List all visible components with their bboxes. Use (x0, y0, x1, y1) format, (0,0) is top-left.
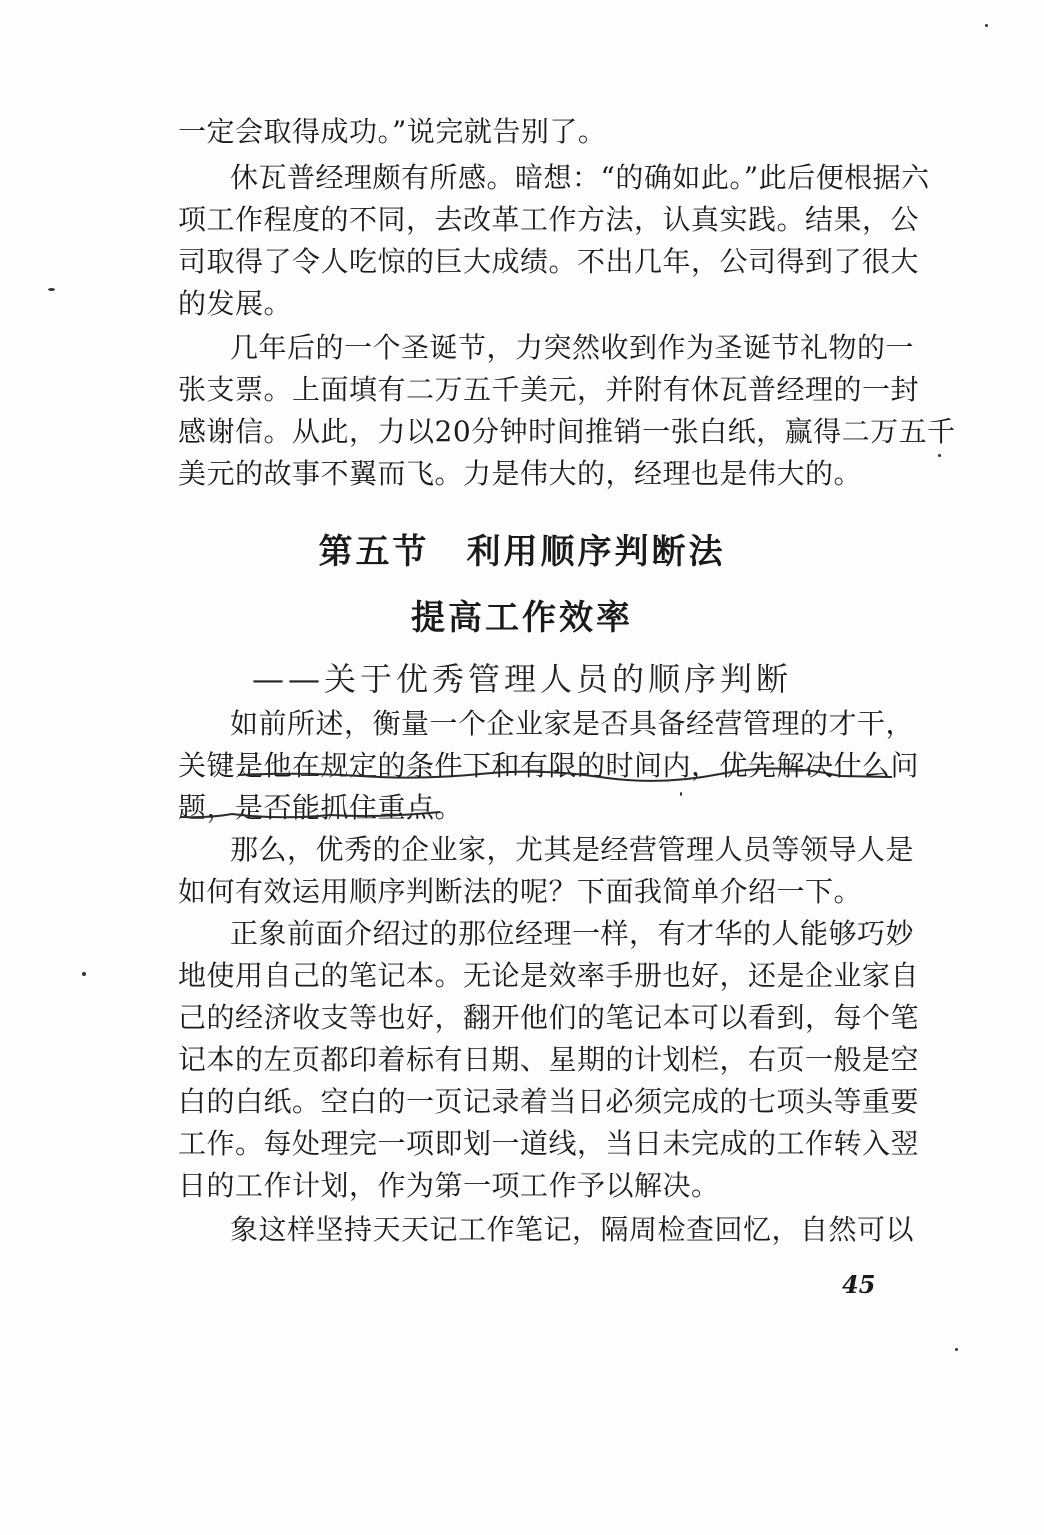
text-line: 正象前面介绍过的那位经理一样，有才华的人能够巧妙 (230, 917, 915, 950)
text-line: 关键是他在规定的条件下和有限的时间内，优先解决什么问 (178, 749, 920, 782)
text-line: 感谢信。从此，力以20分钟时间推销一张白纸，赢得二万五千 (178, 415, 956, 448)
text-line: 那么，优秀的企业家，尤其是经营管理人员等领导人是 (230, 833, 915, 866)
text-line: 几年后的一个圣诞节，力突然收到作为圣诞节礼物的一 (230, 331, 915, 364)
text-line: 记本的左页都印着标有日期、星期的计划栏，右页一般是空 (178, 1043, 920, 1076)
section-subtitle: ——关于优秀管理人员的顺序判断 (251, 660, 792, 698)
text-line: 一定会取得成功。”说完就告别了。 (178, 115, 607, 148)
text-line: 工作。每处理完一项即划一道线，当日未完成的工作转入翌 (178, 1127, 920, 1160)
text-line: 休瓦普经理颇有所感。暗想：“的确如此。”此后便根据六 (230, 161, 930, 194)
scan-speck (680, 792, 682, 796)
text-line: 己的经济收支等也好，翻开他们的笔记本可以看到，每个笔 (178, 1001, 920, 1034)
section-title-line2: 提高工作效率 (411, 598, 633, 638)
text-line: 日的工作计划，作为第一项工作予以解决。 (178, 1169, 720, 1202)
text-line: 美元的故事不翼而飞。力是伟大的，经理也是伟大的。 (178, 457, 863, 490)
text-line: 题，是否能抓住重点。 (178, 791, 464, 824)
scan-speck (82, 972, 86, 976)
page-number: 45 (842, 1270, 876, 1299)
text-line: 项工作程度的不同，去改革工作方法，认真实践。结果，公 (178, 203, 920, 236)
text-line: 如前所述，衡量一个企业家是否具备经营管理的才干， (230, 707, 915, 740)
text-line: 如何有效运用顺序判断法的呢？下面我简单介绍一下。 (178, 875, 863, 908)
scan-speck (955, 1348, 958, 1351)
text-line: 的发展。 (178, 287, 293, 320)
scan-speck (48, 288, 55, 291)
text-line: 司取得了令人吃惊的巨大成绩。不出几年，公司得到了很大 (178, 245, 920, 278)
scan-speck (938, 454, 941, 457)
scan-speck (985, 24, 988, 27)
section-title-line1: 第五节 利用顺序判断法 (318, 532, 726, 572)
text-line: 象这样坚持天天记工作笔记，隔周检查回忆，自然可以 (230, 1213, 915, 1246)
text-line: 白的白纸。空白的一页记录着当日必须完成的七项头等重要 (178, 1085, 920, 1118)
text-line: 张支票。上面填有二万五千美元，并附有休瓦普经理的一封 (178, 373, 920, 406)
text-line: 地使用自己的笔记本。无论是效率手册也好，还是企业家自 (178, 959, 920, 992)
